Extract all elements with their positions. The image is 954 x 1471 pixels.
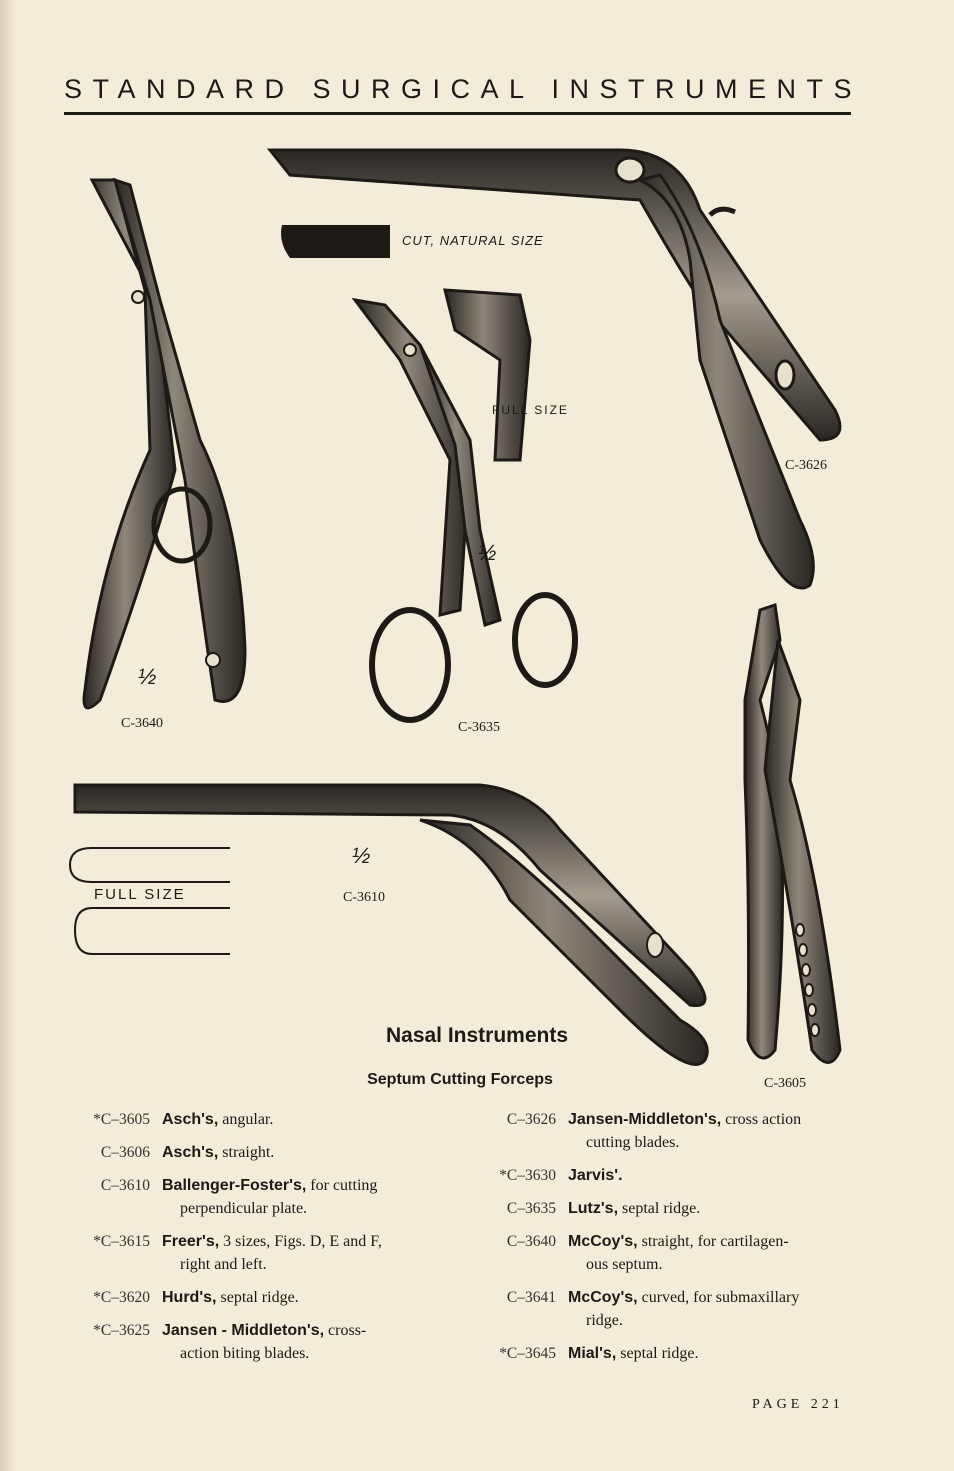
- list-item: [464, 1342, 856, 1365]
- catalog-number: C–3626: [506, 1111, 556, 1128]
- instrument-desc: angular.: [218, 1111, 274, 1128]
- instrument-name: Lutz's,: [568, 1200, 619, 1217]
- full-size-note-c3635: FULL SIZE: [492, 403, 569, 417]
- list-item: [464, 1164, 856, 1187]
- catalog-number: *C–3605: [93, 1111, 150, 1128]
- instrument-desc: septal ridge.: [216, 1289, 299, 1306]
- section-title: Nasal Instruments: [385, 1024, 569, 1047]
- list-item: [58, 1108, 448, 1131]
- scale-c3635: ½: [478, 540, 497, 565]
- figure-label-c3640: C-3640: [121, 716, 163, 731]
- instrument-desc-cont: right and left.: [180, 1256, 267, 1273]
- instrument-desc-cont: ous septum.: [586, 1256, 663, 1273]
- catalog-number: *C–3615: [93, 1233, 150, 1250]
- cut-sample-black: [281, 225, 390, 258]
- instrument-name: Hurd's,: [162, 1289, 217, 1306]
- instrument-c3626: [270, 150, 840, 588]
- instrument-desc: straight.: [218, 1144, 275, 1161]
- catalog-number: *C–3620: [93, 1289, 150, 1306]
- page-header-title: STANDARD SURGICAL INSTRUMENTS: [64, 74, 863, 104]
- scale-c3610: ½: [352, 843, 371, 868]
- catalog-number: C–3606: [100, 1144, 150, 1161]
- instrument-name: Jansen-Middleton's,: [568, 1111, 722, 1128]
- list-item: [58, 1286, 448, 1309]
- list-item: [464, 1108, 856, 1154]
- catalog-number: *C–3630: [499, 1167, 556, 1184]
- instrument-c3635: [355, 290, 575, 720]
- full-size-note-c3610: FULL SIZE: [94, 886, 186, 903]
- instrument-name: Jansen - Middleton's,: [162, 1322, 325, 1339]
- instrument-desc: cross-: [324, 1322, 367, 1339]
- instrument-name: Ballenger-Foster's,: [162, 1177, 307, 1194]
- section-subtitle: Septum Cutting Forceps: [367, 1071, 553, 1088]
- list-item: [464, 1230, 856, 1276]
- instrument-name: Mial's,: [568, 1345, 617, 1362]
- figure-label-c3635: C-3635: [458, 720, 500, 735]
- figure-label-c3605: C-3605: [764, 1076, 806, 1091]
- instrument-desc-cont: perpendicular plate.: [180, 1200, 308, 1217]
- instrument-c3640: [84, 180, 245, 708]
- instrument-desc: septal ridge.: [616, 1345, 699, 1362]
- instrument-c3605: [745, 605, 840, 1063]
- instrument-name: Jarvis'.: [568, 1167, 623, 1184]
- catalog-number: C–3640: [506, 1233, 556, 1250]
- list-item: [58, 1230, 448, 1276]
- list-item: [58, 1141, 448, 1164]
- instrument-name: McCoy's,: [568, 1289, 638, 1306]
- catalog-number: C–3635: [506, 1200, 556, 1217]
- instrument-desc: curved, for submaxillary: [637, 1289, 800, 1306]
- instrument-desc: cross action: [721, 1111, 802, 1128]
- scale-c3640: ½: [138, 664, 157, 689]
- catalog-number: C–3610: [100, 1177, 150, 1194]
- instrument-desc: septal ridge.: [618, 1200, 701, 1217]
- entry-list-left: [58, 1108, 448, 1375]
- list-item: [58, 1319, 448, 1365]
- figure-label-c3610: C-3610: [343, 890, 385, 905]
- instrument-name: Asch's,: [162, 1111, 219, 1128]
- instrument-c3610: [75, 785, 707, 1064]
- instrument-desc: for cutting: [306, 1177, 378, 1194]
- instrument-desc: 3 sizes, Figs. D, E and F,: [219, 1233, 382, 1250]
- instrument-name: Freer's,: [162, 1233, 220, 1250]
- list-item: [464, 1197, 856, 1220]
- instrument-name: Asch's,: [162, 1144, 219, 1161]
- cut-natural-size-note: CUT, NATURAL SIZE: [402, 233, 544, 248]
- list-item: [58, 1174, 448, 1220]
- instrument-desc-cont: ridge.: [586, 1312, 623, 1329]
- instrument-desc-cont: cutting blades.: [586, 1134, 680, 1151]
- page-number: PAGE 221: [752, 1397, 844, 1412]
- instrument-name: McCoy's,: [568, 1233, 638, 1250]
- entry-list-right: [464, 1108, 856, 1375]
- figure-label-c3626: C-3626: [785, 458, 827, 473]
- list-item: [464, 1286, 856, 1332]
- instrument-desc-cont: action biting blades.: [180, 1345, 310, 1362]
- catalog-number: *C–3625: [93, 1322, 150, 1339]
- catalog-number: *C–3645: [499, 1345, 556, 1362]
- catalog-number: C–3641: [506, 1289, 556, 1306]
- instrument-desc: straight, for cartilagen-: [637, 1233, 789, 1250]
